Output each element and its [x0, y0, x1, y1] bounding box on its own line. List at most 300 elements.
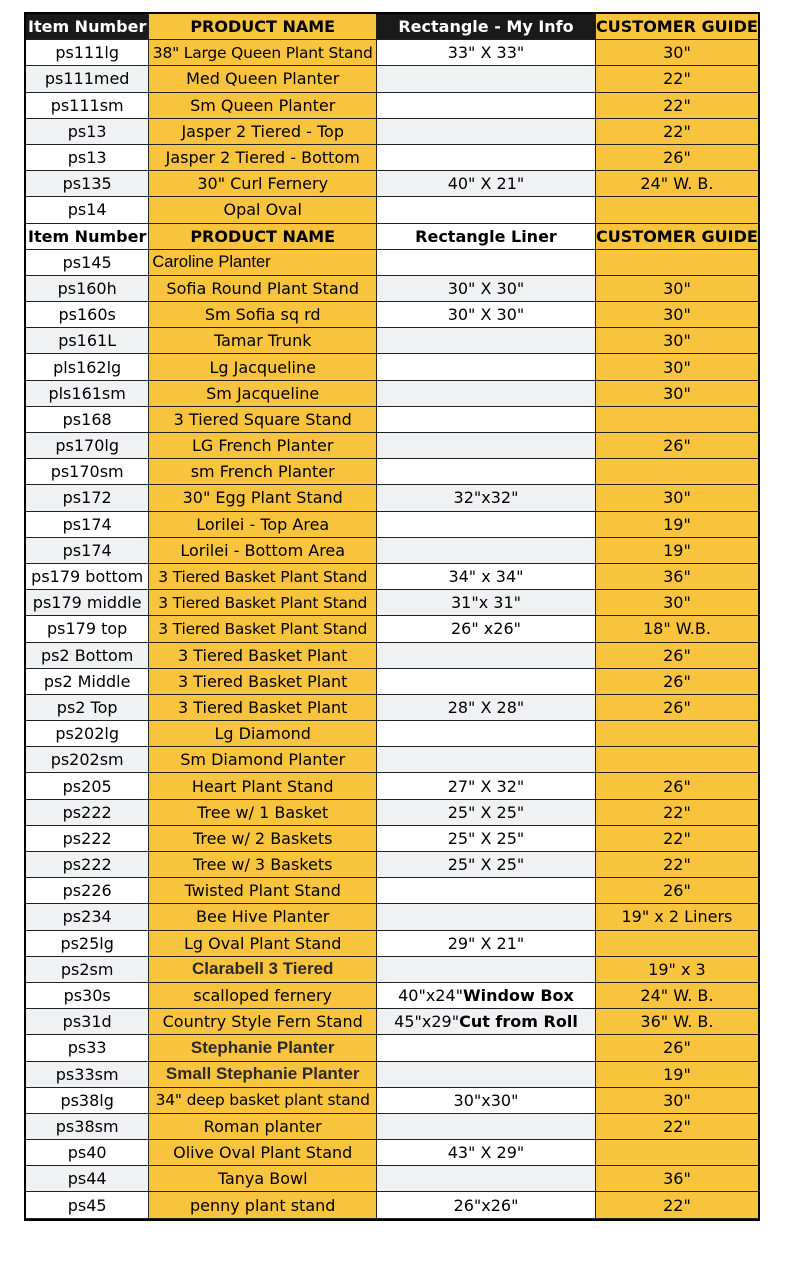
customer-guide-cell-text: 22" — [663, 1116, 691, 1136]
product-name-cell-text: Clarabell 3 Tiered — [191, 959, 334, 979]
item-number-cell — [26, 590, 149, 616]
table-row — [26, 171, 758, 197]
product-name-cell — [149, 983, 377, 1009]
product-name-cell — [149, 1114, 377, 1140]
rectangle-cell — [377, 250, 596, 276]
item-number-cell-text: ps13 — [67, 121, 107, 141]
item-number-cell — [26, 119, 149, 145]
item-number-cell — [26, 512, 149, 538]
rectangle-cell — [377, 643, 596, 669]
rectangle-cell-text: 25" X 25" — [447, 828, 525, 848]
table-row — [26, 800, 758, 826]
header-product-name: PRODUCT NAME — [149, 14, 377, 40]
customer-guide-cell-text: 22" — [663, 1195, 691, 1215]
item-number-cell — [26, 721, 149, 747]
customer-guide-cell-text: 30" — [663, 278, 691, 298]
customer-guide-cell-text: 26" — [663, 881, 691, 901]
customer-guide-cell — [596, 721, 758, 747]
table-row — [26, 564, 758, 590]
table-row — [26, 354, 758, 380]
item-number-cell — [26, 826, 149, 852]
product-name-cell — [149, 302, 377, 328]
item-number-cell-text: ps111med — [44, 69, 130, 89]
rectangle-cell — [377, 904, 596, 930]
table-row — [26, 250, 758, 276]
rectangle-cell-text: 29" X 21" — [447, 933, 525, 953]
item-number-cell — [26, 459, 149, 485]
product-name-cell-text: 3 Tiered Basket Plant — [177, 671, 348, 691]
product-name-cell — [149, 433, 377, 459]
customer-guide-cell-text: 18" W.B. — [642, 619, 711, 639]
item-number-cell-text: ps30s — [63, 986, 111, 1006]
customer-guide-cell — [596, 459, 758, 485]
customer-guide-cell — [596, 695, 758, 721]
product-name-cell — [149, 1088, 377, 1114]
rectangle-cell — [377, 302, 596, 328]
product-name-cell — [149, 66, 377, 92]
header-rectangle: Rectangle Liner — [377, 224, 596, 250]
product-name-cell-text: 30" Egg Plant Stand — [182, 488, 343, 508]
product-name-cell — [149, 590, 377, 616]
customer-guide-cell — [596, 538, 758, 564]
product-name-cell — [149, 40, 377, 66]
item-number-cell — [26, 616, 149, 642]
rectangle-cell — [377, 1035, 596, 1061]
product-name-cell-text: Tree w/ 2 Baskets — [192, 828, 333, 848]
item-number-cell — [26, 1166, 149, 1192]
product-name-cell-text: Bee Hive Planter — [196, 907, 330, 927]
table-row — [26, 1114, 758, 1140]
rectangle-cell — [377, 1192, 596, 1218]
customer-guide-cell-text: 36" W. B. — [640, 1012, 714, 1032]
item-number-cell — [26, 695, 149, 721]
customer-guide-cell-text: 19" — [663, 1064, 691, 1084]
rectangle-cell — [377, 590, 596, 616]
customer-guide-cell-text: 26" — [663, 645, 691, 665]
customer-guide-cell-text: 19" — [663, 514, 691, 534]
item-number-cell — [26, 66, 149, 92]
customer-guide-cell — [596, 1192, 758, 1218]
customer-guide-cell — [596, 145, 758, 171]
rectangle-note: Window Box — [463, 986, 574, 1006]
customer-guide-cell-text: 22" — [663, 855, 691, 875]
customer-guide-cell — [596, 328, 758, 354]
product-name-cell — [149, 119, 377, 145]
item-number-cell-text: ps25lg — [60, 933, 114, 953]
item-number-cell — [26, 354, 149, 380]
product-name-cell — [149, 145, 377, 171]
table-row — [26, 721, 758, 747]
customer-guide-cell-text: 30" — [663, 305, 691, 325]
table-row — [26, 485, 758, 511]
customer-guide-cell — [596, 983, 758, 1009]
customer-guide-cell — [596, 407, 758, 433]
product-name-cell-text: 3 Tiered Basket Plant — [177, 645, 348, 665]
table-row — [26, 1035, 758, 1061]
product-name-cell — [149, 1035, 377, 1061]
customer-guide-cell-text: 30" — [663, 357, 691, 377]
product-name-cell — [149, 564, 377, 590]
customer-guide-cell-text: 22" — [663, 69, 691, 89]
rectangle-cell — [377, 564, 596, 590]
rectangle-cell-text: 28" X 28" — [447, 697, 525, 717]
item-number-cell-text: ps161L — [58, 331, 117, 351]
customer-guide-cell — [596, 800, 758, 826]
rectangle-cell-text: 34" x 34" — [448, 567, 524, 587]
rectangle-cell — [377, 747, 596, 773]
item-number-cell-text: ps160h — [57, 278, 117, 298]
item-number-cell — [26, 1114, 149, 1140]
rectangle-cell — [377, 957, 596, 983]
customer-guide-cell — [596, 276, 758, 302]
table-row — [26, 302, 758, 328]
rectangle-cell-text: 30" X 30" — [447, 278, 525, 298]
header-customer-guide: CUSTOMER GUIDE — [596, 224, 758, 250]
customer-guide-cell-text: 26" — [663, 1038, 691, 1058]
product-name-cell — [149, 695, 377, 721]
item-number-cell — [26, 40, 149, 66]
customer-guide-cell-text: 30" — [663, 488, 691, 508]
item-number-cell-text: ps222 — [62, 855, 112, 875]
rectangle-cell — [377, 276, 596, 302]
item-number-cell — [26, 1192, 149, 1218]
item-number-cell — [26, 145, 149, 171]
customer-guide-cell — [596, 669, 758, 695]
item-number-cell — [26, 643, 149, 669]
item-number-cell-text: ps2 Bottom — [40, 645, 134, 665]
product-name-cell — [149, 407, 377, 433]
customer-guide-cell-text: 24" W. B. — [640, 986, 714, 1006]
item-number-cell — [26, 171, 149, 197]
item-number-cell — [26, 1062, 149, 1088]
item-number-cell — [26, 747, 149, 773]
product-name-cell-text: Tree w/ 1 Basket — [197, 802, 329, 822]
item-number-cell-text: ps38sm — [55, 1116, 119, 1136]
customer-guide-cell — [596, 66, 758, 92]
rectangle-cell — [377, 433, 596, 459]
item-number-cell-text: ps13 — [67, 148, 107, 168]
product-name-cell-text: 30" Curl Fernery — [197, 174, 329, 194]
item-number-cell-text: ps234 — [62, 907, 112, 927]
item-number-cell — [26, 1009, 149, 1035]
customer-guide-cell — [596, 1140, 758, 1166]
header-customer-guide: CUSTOMER GUIDE — [596, 14, 758, 40]
product-name-cell — [149, 485, 377, 511]
product-name-cell — [149, 773, 377, 799]
header-row — [26, 224, 758, 250]
rectangle-cell — [377, 800, 596, 826]
product-name-cell-text: Med Queen Planter — [186, 69, 340, 89]
product-name-cell — [149, 93, 377, 119]
item-number-cell-text: ps111sm — [50, 95, 124, 115]
table-row — [26, 616, 758, 642]
item-number-cell-text: ps2 Top — [56, 697, 118, 717]
table-row — [26, 931, 758, 957]
customer-guide-cell-text: 22" — [663, 828, 691, 848]
rectangle-cell — [377, 381, 596, 407]
product-name-cell-text: Sm Sofia sq rd — [204, 305, 321, 325]
rectangle-cell — [377, 695, 596, 721]
item-number-cell — [26, 485, 149, 511]
item-number-cell-text: ps172 — [62, 488, 112, 508]
header-row — [26, 14, 758, 40]
product-name-cell-text: Sofia Round Plant Stand — [166, 278, 359, 298]
rectangle-cell — [377, 171, 596, 197]
product-name-cell — [149, 381, 377, 407]
item-number-cell — [26, 669, 149, 695]
item-number-cell-text: ps179 middle — [32, 593, 142, 613]
product-name-cell-text: 3 Tiered Square Stand — [173, 409, 352, 429]
product-name-cell-text: Jasper 2 Tiered - Bottom — [165, 148, 360, 168]
item-number-cell — [26, 93, 149, 119]
product-name-cell-text: Lg Jacqueline — [209, 357, 316, 377]
customer-guide-cell-text: 36" — [663, 1169, 691, 1189]
item-number-cell-text: ps170sm — [50, 462, 124, 482]
rectangle-cell — [377, 512, 596, 538]
header-product-name: PRODUCT NAME — [149, 224, 377, 250]
product-name-cell — [149, 669, 377, 695]
product-name-cell — [149, 512, 377, 538]
product-name-cell — [149, 904, 377, 930]
rectangle-cell — [377, 1140, 596, 1166]
rectangle-note: Cut from Roll — [459, 1012, 578, 1032]
product-name-cell-text: Opal Oval — [223, 200, 302, 220]
rectangle-cell — [377, 1088, 596, 1114]
rectangle-cell — [377, 93, 596, 119]
customer-guide-cell — [596, 904, 758, 930]
customer-guide-cell — [596, 747, 758, 773]
table-row — [26, 826, 758, 852]
customer-guide-cell — [596, 250, 758, 276]
customer-guide-cell-text: 24" W. B. — [640, 174, 714, 194]
customer-guide-cell — [596, 197, 758, 223]
rectangle-cell-text: 27" X 32" — [447, 776, 525, 796]
header-item-number: Item Number — [26, 14, 149, 40]
customer-guide-cell — [596, 590, 758, 616]
product-name-cell-text: Jasper 2 Tiered - Top — [181, 121, 344, 141]
product-name-cell-text: 38" Large Queen Plant Stand — [152, 43, 373, 62]
customer-guide-cell — [596, 1114, 758, 1140]
rectangle-cell — [377, 40, 596, 66]
customer-guide-cell — [596, 1035, 758, 1061]
customer-guide-cell-text: 30" — [663, 383, 691, 403]
item-number-cell-text: ps44 — [67, 1169, 107, 1189]
rectangle-cell — [377, 119, 596, 145]
rectangle-cell-text: 30"x30" — [453, 1090, 519, 1110]
product-name-cell-text: Small Stephanie Planter — [165, 1064, 360, 1084]
product-name-cell-text: LG French Planter — [192, 436, 334, 456]
product-name-cell-text: Tanya Bowl — [217, 1169, 308, 1189]
customer-guide-cell — [596, 957, 758, 983]
customer-guide-cell — [596, 433, 758, 459]
product-name-cell — [149, 643, 377, 669]
table-row — [26, 381, 758, 407]
customer-guide-cell — [596, 1009, 758, 1035]
item-number-cell — [26, 328, 149, 354]
product-name-cell — [149, 1062, 377, 1088]
product-name-cell — [149, 800, 377, 826]
item-number-cell-text: ps38lg — [60, 1090, 114, 1110]
table-row — [26, 119, 758, 145]
customer-guide-cell — [596, 1166, 758, 1192]
rectangle-cell-text: 31"x 31" — [450, 593, 521, 613]
product-name-cell-text: 3 Tiered Basket Plant — [177, 697, 348, 717]
product-name-cell-text: sm French Planter — [190, 462, 335, 482]
product-name-cell — [149, 459, 377, 485]
rectangle-cell-text: 40"x24" — [398, 986, 464, 1006]
rectangle-cell — [377, 878, 596, 904]
product-name-cell — [149, 957, 377, 983]
customer-guide-cell-text: 30" — [663, 331, 691, 351]
item-number-cell-text: ps33 — [67, 1038, 107, 1058]
product-name-cell — [149, 747, 377, 773]
product-name-cell-text: Lorilei - Bottom Area — [180, 540, 346, 560]
customer-guide-cell-text: 36" — [663, 567, 691, 587]
rectangle-cell — [377, 983, 596, 1009]
product-name-cell — [149, 250, 377, 276]
customer-guide-cell — [596, 485, 758, 511]
table-row — [26, 1140, 758, 1166]
item-number-cell-text: ps174 — [62, 540, 112, 560]
customer-guide-cell — [596, 643, 758, 669]
customer-guide-cell-text: 26" — [663, 436, 691, 456]
table-row — [26, 40, 758, 66]
customer-guide-cell — [596, 354, 758, 380]
item-number-cell — [26, 878, 149, 904]
item-number-cell-text: ps202lg — [55, 724, 119, 744]
table-row — [26, 695, 758, 721]
item-number-cell — [26, 250, 149, 276]
table-row — [26, 904, 758, 930]
product-name-cell-text: 3 Tiered Basket Plant Stand — [158, 593, 368, 612]
rectangle-cell — [377, 407, 596, 433]
rectangle-cell-text: 30" X 30" — [447, 305, 525, 325]
rectangle-cell-text: 25" X 25" — [447, 855, 525, 875]
product-name-cell-text: Sm Jacqueline — [206, 383, 320, 403]
product-name-cell — [149, 354, 377, 380]
rectangle-cell — [377, 852, 596, 878]
rectangle-cell — [377, 197, 596, 223]
table-row — [26, 669, 758, 695]
item-number-cell — [26, 538, 149, 564]
product-name-cell — [149, 616, 377, 642]
item-number-cell — [26, 564, 149, 590]
product-name-cell — [149, 197, 377, 223]
customer-guide-cell — [596, 931, 758, 957]
customer-guide-cell-text: 19" x 2 Liners — [621, 907, 733, 927]
item-number-cell — [26, 957, 149, 983]
item-number-cell — [26, 931, 149, 957]
customer-guide-cell — [596, 773, 758, 799]
header-rectangle: Rectangle - My Info — [377, 14, 596, 40]
rectangle-cell — [377, 145, 596, 171]
table-row — [26, 747, 758, 773]
customer-guide-cell-text: 30" — [663, 43, 691, 63]
table-row — [26, 1088, 758, 1114]
item-number-cell-text: ps168 — [62, 409, 112, 429]
table-row — [26, 878, 758, 904]
item-number-cell — [26, 773, 149, 799]
customer-guide-cell — [596, 616, 758, 642]
customer-guide-cell — [596, 512, 758, 538]
item-number-cell-text: ps111lg — [55, 43, 119, 63]
table-row — [26, 590, 758, 616]
rectangle-cell-text: 26" x26" — [450, 619, 521, 639]
rectangle-cell-text: 32"x32" — [453, 488, 519, 508]
rectangle-cell-text: 25" X 25" — [447, 802, 525, 822]
item-number-cell-text: ps179 top — [46, 619, 128, 639]
table-row — [26, 1192, 758, 1218]
item-number-cell-text: ps179 bottom — [31, 567, 144, 587]
table-row — [26, 1166, 758, 1192]
rectangle-cell — [377, 1009, 596, 1035]
table-row — [26, 538, 758, 564]
item-number-cell-text: ps205 — [62, 776, 112, 796]
item-number-cell — [26, 983, 149, 1009]
table-row — [26, 1009, 758, 1035]
product-name-cell — [149, 826, 377, 852]
table-row — [26, 983, 758, 1009]
rectangle-cell — [377, 826, 596, 852]
rectangle-cell — [377, 931, 596, 957]
product-name-cell-text: 3 Tiered Basket Plant Stand — [158, 619, 368, 638]
product-name-cell-text: Tamar Trunk — [213, 331, 312, 351]
product-name-cell — [149, 1009, 377, 1035]
item-number-cell-text: ps222 — [62, 802, 112, 822]
rectangle-cell — [377, 773, 596, 799]
product-name-cell-text: Sm Diamond Planter — [180, 750, 346, 770]
customer-guide-cell-text: 26" — [663, 148, 691, 168]
product-name-cell — [149, 538, 377, 564]
product-table — [24, 12, 760, 1221]
item-number-cell — [26, 800, 149, 826]
product-name-cell — [149, 878, 377, 904]
product-name-cell-text: Lorilei - Top Area — [196, 514, 330, 534]
customer-guide-cell — [596, 171, 758, 197]
rectangle-cell — [377, 354, 596, 380]
item-number-cell-text: ps222 — [62, 828, 112, 848]
customer-guide-cell-text: 19" — [663, 540, 691, 560]
customer-guide-cell-text: 22" — [663, 95, 691, 115]
rectangle-cell — [377, 459, 596, 485]
product-name-cell-text: Lg Oval Plant Stand — [183, 933, 342, 953]
customer-guide-cell — [596, 381, 758, 407]
customer-guide-cell — [596, 93, 758, 119]
product-name-cell-text: 3 Tiered Basket Plant Stand — [158, 567, 368, 586]
header-item-number: Item Number — [26, 224, 149, 250]
product-name-cell-text: Twisted Plant Stand — [184, 881, 341, 901]
product-name-cell-text: Roman planter — [203, 1116, 322, 1136]
customer-guide-cell — [596, 852, 758, 878]
item-number-cell — [26, 302, 149, 328]
customer-guide-cell — [596, 119, 758, 145]
product-name-cell — [149, 328, 377, 354]
product-name-cell — [149, 1140, 377, 1166]
rectangle-cell — [377, 616, 596, 642]
product-name-cell-text: Country Style Fern Stand — [162, 1012, 363, 1032]
item-number-cell-text: ps160s — [58, 305, 116, 325]
item-number-cell — [26, 407, 149, 433]
product-name-cell-text: 34" deep basket plant stand — [155, 1091, 370, 1110]
table-row — [26, 773, 758, 799]
customer-guide-cell-text: 30" — [663, 1090, 691, 1110]
table-row — [26, 433, 758, 459]
item-number-cell-text: pls161sm — [48, 383, 126, 403]
product-name-cell — [149, 852, 377, 878]
customer-guide-cell-text: 26" — [663, 776, 691, 796]
rectangle-cell-text: 40" X 21" — [447, 174, 525, 194]
table-row — [26, 459, 758, 485]
